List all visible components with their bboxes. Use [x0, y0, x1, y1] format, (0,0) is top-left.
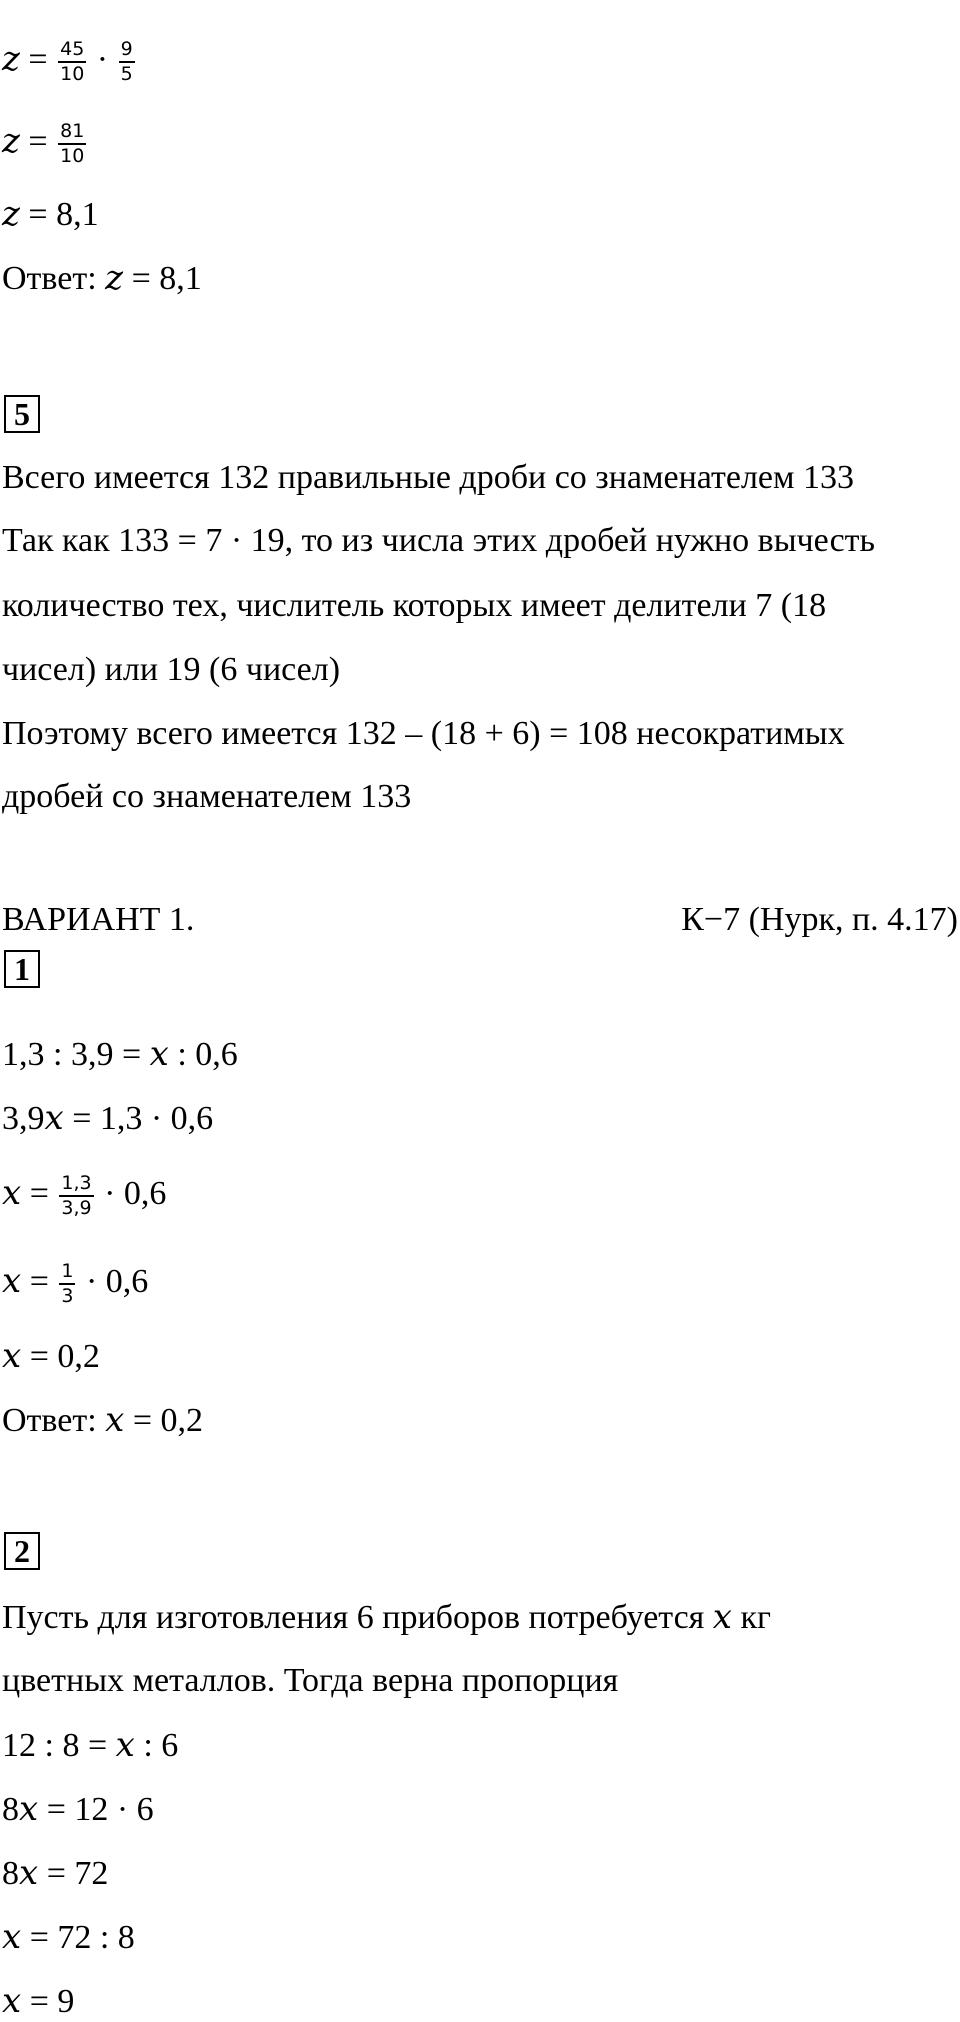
answer-line — [2, 1400, 203, 1441]
answer-prefix: Ответ: — [2, 260, 106, 297]
variable-x: x — [2, 1336, 22, 1376]
equation-line — [2, 194, 99, 235]
equation-part: : 6 — [134, 1727, 179, 1764]
equals-sign: = — [29, 1174, 49, 1212]
equation-part: = 9 — [21, 1983, 75, 2020]
fraction — [58, 120, 86, 168]
equation-line — [2, 38, 137, 86]
variable-x: x — [2, 1981, 22, 2021]
fraction-denominator: 10 — [60, 63, 85, 85]
equation-line — [2, 1034, 238, 1075]
paragraph-line: дробей со знаменателем 133 — [2, 778, 412, 815]
equals-sign: = — [29, 1262, 49, 1300]
equation-line — [2, 1336, 100, 1377]
multiply-dot: · — [96, 40, 109, 78]
fraction-numerator: 81 — [58, 120, 86, 145]
fraction-denominator: 10 — [60, 145, 85, 167]
equation-part: 8 — [2, 1791, 19, 1828]
equation-part: = 72 — [38, 1855, 109, 1892]
variable-x: x — [115, 1725, 135, 1765]
variant-source: К−7 (Нурк, п. 4.17) — [681, 901, 958, 938]
variant-title: ВАРИАНТ 1. — [2, 901, 195, 938]
equation-rest: = 8,1 — [28, 196, 99, 233]
variable-z: z — [105, 258, 124, 298]
equation-part: 8 — [2, 1855, 19, 1892]
equation-part: : 0,6 — [168, 1036, 238, 1073]
paragraph-part: кг — [731, 1599, 771, 1636]
equation-rest: · 0,6 — [104, 1174, 167, 1212]
variable-x: x — [149, 1034, 169, 1074]
answer-line — [2, 258, 202, 299]
paragraph-line: Поэтому всего имеется 132 – (18 + 6) = 108 несократимых — [2, 715, 845, 752]
fraction — [119, 38, 135, 86]
variable-z: z — [2, 194, 20, 234]
variable-x: x — [2, 1172, 22, 1213]
task-number-badge: 1 — [4, 950, 40, 988]
equals-sign: = — [28, 122, 48, 160]
fraction-denominator: 3,9 — [61, 1197, 92, 1219]
equation-line — [2, 1172, 166, 1220]
equation-part: 12 : 8 = — [2, 1727, 116, 1764]
equation-line — [2, 1725, 178, 1766]
variable-x: x — [2, 1260, 22, 1301]
paragraph-line: количество тех, числитель которых имеет делители 7 (18 — [2, 587, 827, 624]
paragraph-line: Всего имеется 132 правильные дроби со знаменателем 133 — [2, 459, 855, 496]
equation-line — [2, 1260, 148, 1308]
fraction-denominator: 5 — [120, 63, 133, 85]
task-number-badge: 2 — [4, 1532, 40, 1570]
equation-line — [2, 1917, 135, 1958]
fraction-denominator: 3 — [61, 1285, 74, 1307]
answer-prefix: Ответ: — [2, 1402, 106, 1439]
equation-part: = 1,3 · 0,6 — [63, 1100, 214, 1137]
equation-line — [2, 1098, 213, 1139]
task-number-badge: 5 — [4, 395, 40, 433]
variable-x: x — [19, 1789, 39, 1829]
fraction-numerator: 1,3 — [59, 1172, 93, 1197]
paragraph-part: Пусть для изготовления 6 приборов потребуется — [2, 1599, 713, 1636]
paragraph-line: чисел) или 19 (6 чисел) — [2, 651, 341, 688]
variable-x: x — [712, 1597, 732, 1637]
variable-x: x — [105, 1400, 125, 1440]
fraction-numerator: 9 — [119, 38, 135, 63]
variable-x: x — [19, 1853, 39, 1893]
variable-z: z — [2, 38, 20, 79]
variable-x: x — [2, 1917, 22, 1957]
equation-rest: · 0,6 — [85, 1262, 149, 1300]
equation-part: = 12 · 6 — [38, 1791, 154, 1828]
equation-rest: = 0,2 — [29, 1338, 100, 1375]
equation-line — [2, 1981, 74, 2022]
equation-part: 3,9 — [2, 1100, 45, 1137]
equation-rest: = 8,1 — [131, 260, 202, 297]
paragraph-line — [2, 1597, 771, 1638]
equation-part: = 72 : 8 — [21, 1919, 135, 1956]
variable-z: z — [2, 120, 20, 161]
equation-line — [2, 1853, 108, 1894]
equation-rest: = 0,2 — [132, 1402, 204, 1439]
fraction — [59, 1172, 93, 1220]
fraction — [58, 38, 86, 86]
fraction-numerator: 1 — [59, 1260, 75, 1285]
equals-sign: = — [28, 40, 48, 78]
paragraph-line: цветных металлов. Тогда верна пропорция — [2, 1662, 619, 1699]
variable-x: x — [44, 1098, 64, 1138]
fraction — [59, 1260, 75, 1308]
equation-part: 1,3 : 3,9 = — [2, 1036, 150, 1073]
fraction-numerator: 45 — [58, 38, 86, 63]
paragraph-line: Так как 133 = 7 · 19, то из числа этих дробей нужно вычесть — [2, 522, 876, 559]
equation-line — [2, 1789, 154, 1830]
equation-line — [2, 120, 88, 168]
